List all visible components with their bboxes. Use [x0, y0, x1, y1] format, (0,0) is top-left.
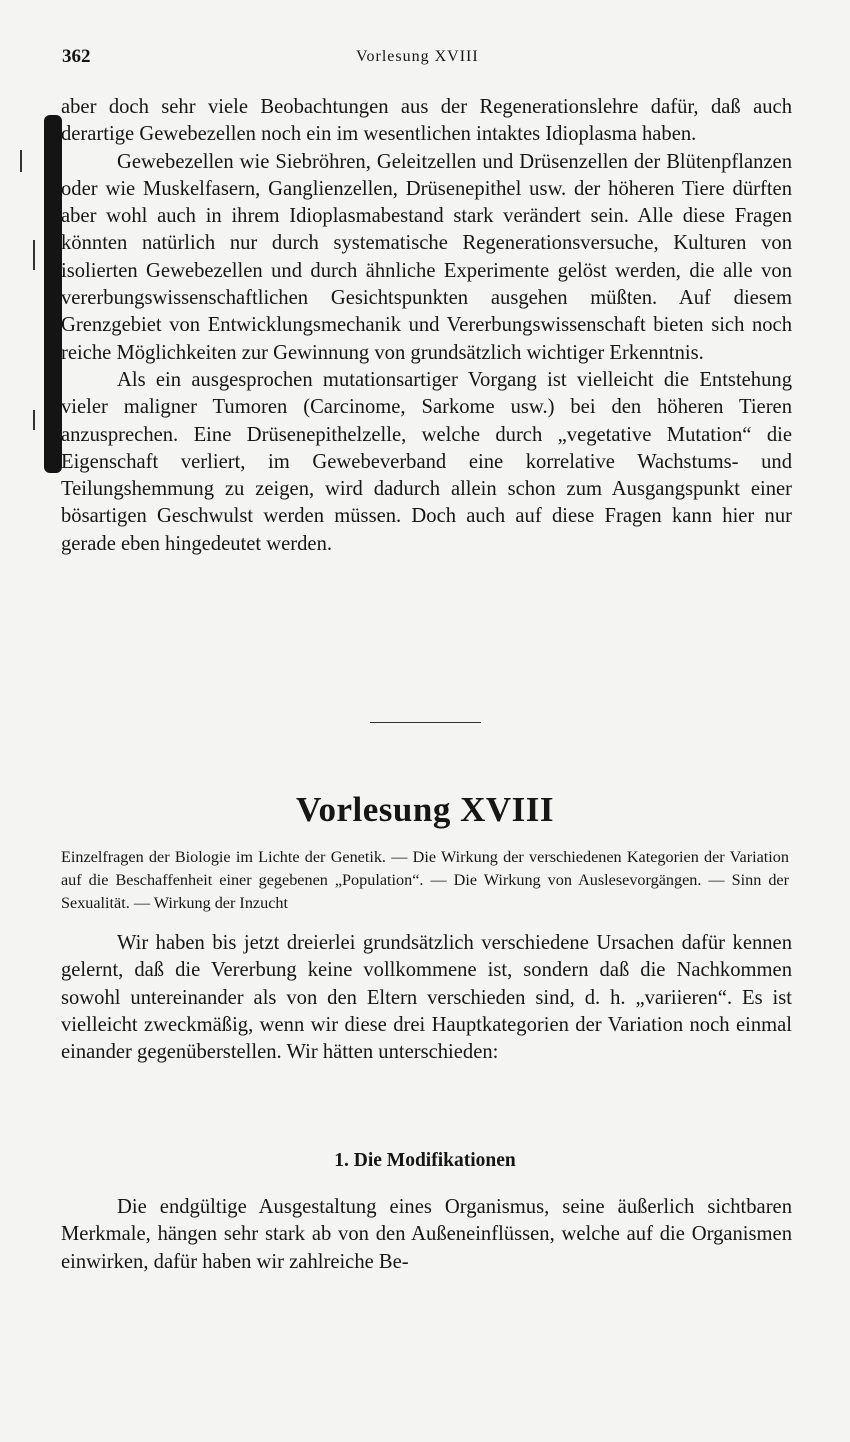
paragraph: Gewebezellen wie Siebröhren, Geleitzellen und Drüsenzellen der Blütenpflanzen oder wie Muskelfasern, Ganglienzellen, Drüsenepithel usw. der höheren Tiere dürften aber wohl auch in ihrem Idioplasmabestand stark verändert sein. Alle diese Fragen könnten natürlich nur durch systematische Regenerationsversuche, Kulturen von isolierten Gewebezellen und durch ähnliche Experimente gelöst werden, die alle von vererbungswissenschaftlichen Gesichtspunkten ausgehen müßten. Auf diesem Grenzgebiet von Entwicklungsmechanik und Vererbungswissenschaft bieten sich noch reiche Möglichkeiten zur Gewinnung von grundsätzlich wichtiger Erkenntnis. [61, 150, 792, 364]
running-head: Vorlesung XVIII [356, 48, 479, 65]
section-heading: 1. Die Modifikationen [334, 1150, 516, 1171]
margin-mark [20, 150, 22, 172]
text-block-top [61, 94, 792, 558]
paragraph: Als ein ausgesprochen mutationsartiger Vorgang ist vielleicht die Entstehung vieler maligner Tumoren (Carcinome, Sarkome usw.) bei den höheren Tieren anzusprechen. Eine Drüsenepithelzelle, welche durch „vegetative Mutation“ die Eigenschaft verliert, im Gewebeverband eine korrelative Wachstums- und Teilungshemmung zu zeigen, wird dadurch allein schon zum Ausgangspunkt einer bösartigen Geschwulst werden müssen. Doch auch auf diese Fragen kann hier nur gerade eben hingedeutet werden. [61, 368, 792, 555]
paragraph: aber doch sehr viele Beobachtungen aus der Regenerationslehre dafür, daß auch derartige Gewebezellen noch ein im wesentlichen intaktes Idioplasma haben. [61, 96, 792, 146]
paragraph: Wir haben bis jetzt dreierlei grundsätzlich verschiedene Ursachen dafür kennen gelernt, daß die Vererbung keine vollkommene ist, sondern daß die Nachkommen sowohl untereinander als von den Eltern verschieden sind, d. h. „variieren“. Es ist vielleicht zweckmäßig, wenn wir diese drei Hauptkategorien der Variation noch einmal einander gegenüberstellen. Wir hätten unterschieden: [61, 932, 792, 1064]
chapter-summary: Einzelfragen der Biologie im Lichte der Genetik. — Die Wirkung der verschiedenen Kategorien der Variation auf die Beschaffenheit einer gegebenen „Population“. — Die Wirkung von Auslesevorgängen. — Sinn der Sexualität. — Wirkung der Inzucht [61, 848, 789, 912]
binding-shadow [44, 115, 62, 473]
page-number: 362 [62, 46, 91, 67]
margin-mark [33, 240, 35, 270]
section-divider [370, 722, 481, 723]
paragraph: Die endgültige Ausgestaltung eines Organismus, seine äußerlich sichtbaren Merkmale, hängen sehr stark ab von den Außeneinflüssen, welche auf die Organismen einwirken, dafür haben wir zahlreiche Be- [61, 1196, 792, 1273]
text-block-bottom [61, 1194, 792, 1276]
margin-mark [33, 410, 35, 430]
text-block-middle [61, 930, 792, 1066]
chapter-title: Vorlesung XVIII [295, 790, 555, 829]
